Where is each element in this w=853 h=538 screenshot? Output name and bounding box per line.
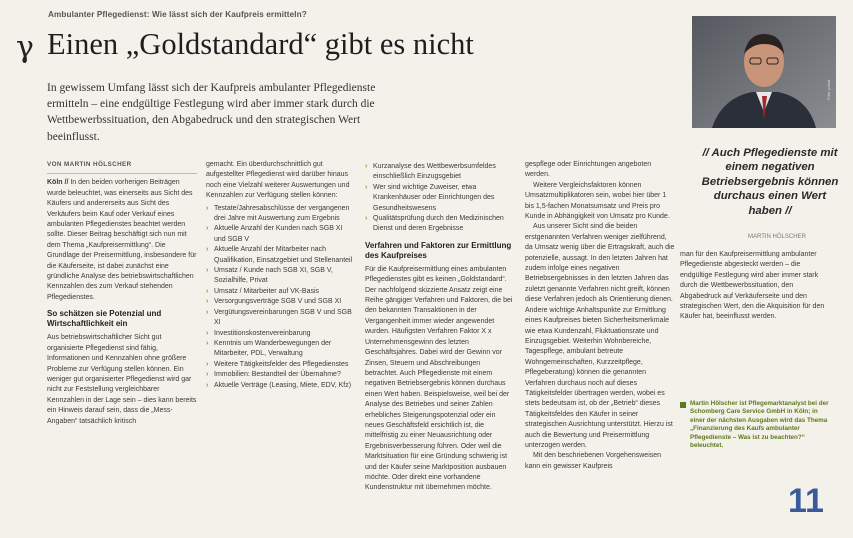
article-kicker: Ambulanter Pflegedienst: Wie lässt sich der Kaufpreis ermitteln?	[48, 10, 307, 19]
column-1-paragraph-2: Aus betriebswirtschaftlicher Sicht gut organisierte Pflegedienst sind fähig, Informationen und Kennzahlen ohne größere Probleme zur Verfügung stellen können. Ein weniger gut organisierter Pflegedienst wird gar nicht zur Feststellung vergleichbarer Kennzahlen in der Lage sein – dies kann bereits ein Hinweis darauf sein, dass die „Mess-Angaben“ tatsächlich kritisch	[47, 334, 197, 425]
list-item: › Immobilien: Bestandteil der Übernahme?	[206, 370, 354, 380]
column-2	[206, 160, 354, 393]
author-byline: VON MARTIN HÖLSCHER	[47, 161, 132, 168]
section-logo: γ	[16, 30, 34, 65]
list-item: › Aktuelle Anzahl der Kunden nach SGB XI und SGB V	[206, 224, 354, 245]
quote-source: MARTIN HÖLSCHER	[748, 234, 806, 240]
list-item: › Wer sind wichtige Zuweiser, etwa Krankenhäuser oder Einrichtungen des Gesundheitswesens	[365, 183, 515, 214]
column-2-paragraph: gemacht. Ein überdurchschnittlich gut aufgestellter Pflegedienst wird darüber hinaus noch eine Vielzahl weiterer Auswertungen und Kennzahlen zur Verfügung stellen können:	[206, 161, 350, 200]
list-item: › Versorgungsverträge SGB V und SGB XI	[206, 297, 354, 307]
list-item: › Aktuelle Verträge (Leasing, Miete, EDV, Kfz)	[206, 381, 354, 391]
list-item: › Aktuelle Anzahl der Mitarbeiter nach Qualifikation, Einsatzgebiet und Stellenanteil	[206, 245, 354, 266]
column-4-paragraph-2: Weitere Vergleichsfaktoren können Umsatzmultiplikatoren sein, wobei hier über 1 bis 1,5-fachen Monatsumsatz und Preis pro Kunde in Abhängigkeit von Umsatz pro Kunde.	[525, 181, 670, 221]
column-1	[47, 160, 197, 427]
article-headline: Einen „Goldstandard“ gibt es nicht	[47, 27, 474, 61]
lead-city: Köln //	[47, 179, 69, 187]
list-item: › Qualitätsprüfung durch den Medizinischen Dienst und deren Ergebnisse	[365, 214, 515, 235]
author-info: Martin Hölscher ist Pflegemarktanalyst bei der Schomberg Care Service GmbH in Köln; in einer der nächsten Ausgaben wird das Thema „Finanzierung des Kaufs ambulanter Pflegedienste – Was ist zu beachten?“ beleuchtet.	[690, 400, 829, 450]
column-4-paragraph-1: gespflege oder Einrichtungen angeboten werden.	[525, 161, 652, 179]
closing-paragraph: man für den Kaufpreisermittlung ambulanter Pflegedienste abgesteckt werden – die endgültige Festlegung wird aber immer stark durch die Wettbewerbssituation, den Abgabedruck auf Verkäuferseite und den strategischen Wert, den die Akquisition für den Käufer hat, beeinflusst werden.	[680, 251, 825, 321]
column-4-paragraph-4: Mit den beschriebenen Vorgehensweisen kann ein gewisser Kaufpreis	[525, 452, 662, 470]
lead-paragraph	[47, 178, 197, 303]
list-item: › Umsatz / Mitarbeiter auf VK-Basis	[206, 287, 354, 297]
zuweiser-list	[365, 162, 515, 235]
kennzahlen-list	[206, 204, 354, 391]
info-square-icon	[680, 402, 686, 408]
subhead-verfahren: Verfahren und Faktoren zur Ermittlung des Kaufpreises	[365, 240, 512, 260]
portrait-image	[692, 16, 836, 128]
subhead-potential: So schätzen sie Potenzial und Wirtschaftlichkeit ein	[47, 309, 162, 329]
column-4	[525, 160, 675, 472]
list-item: › Weitere Tätigkeitsfelder des Pflegedienstes	[206, 360, 354, 370]
byline-divider	[47, 173, 197, 174]
column-5	[680, 250, 832, 323]
article-intro: In gewissem Umfang lässt sich der Kaufpreis ambulanter Pflegedienste ermitteln – eine endgültige Festlegung wird aber immer stark durch die Wettbewerbssituation, den Abgabedruck und den strategischen Wert beeinflusst.	[47, 82, 376, 143]
list-item: › Vergütungsvereinbarungen SGB V und SGB XI	[206, 308, 354, 329]
column-3	[365, 160, 515, 494]
list-item: › Kenntnis um Wanderbewegungen der Mitarbeiter, PDL, Verwaltung	[206, 339, 354, 360]
pull-quote: // Auch Pflegedienste mit einem negativen Betriebsergebnis können durchaus einen Wert haben //	[701, 147, 839, 217]
page-number: 11	[788, 482, 824, 520]
column-3-paragraph: Für die Kaufpreisermittlung eines ambulanten Pflegedienstes gibt es keinen „Goldstandard“. Der nachfolgend skizzierte Ansatz zeigt eine Reihe gängiger Verfahren und Faktoren, die bei den bekannten Transaktionen in der Vergangenheit immer wieder angewendet wurden. Häufigsten Verfahren Faktor X x Unternehmensgewinn des letzten Geschäftsjahres. Dabei wird der Gewinn vor Zinsen, Steuern und Abschreibungen betrachtet. Auch Pflegedienste mit einem negativen Betriebsergebnis können durchaus einen Wert haben. Beispielsweise, weil bei der Analyse des Betriebes und seiner Zahlen erhebliches Steigerungspotenzial oder ein neues Geschäftsfeld ersichtlich ist, die mittelfristig zu einer Neuausrichtung oder Ergebnisverbesserung führen. Oder weil die Marktsituation für eine Gründung schwierig ist und der Käufer seine Marktposition ausbauen möchte. Oder direkt eine vorhandene Kundenstruktur mit übernehmen möchte.	[365, 265, 513, 492]
list-item: › Investitionskostenvereinbarung	[206, 329, 354, 339]
photo-credit: Foto: privat	[826, 79, 831, 100]
list-item: › Kurzanalyse des Wettbewerbsumfeldes einschließlich Einzugsgebiet	[365, 162, 515, 183]
author-photo	[692, 16, 836, 128]
lead-text: In den beiden vorherigen Beiträgen wurde beleuchtet, was einerseits aus Sicht des Käufers und andererseits aus Sicht des Verkäufers beim Kauf oder Verkauf eines ambulanten Pflegedienstes beachtet werden sollte. Dieser Beitrag beschäftigt sich nun mit dem Thema „Kaufpreisermittlung“. Die Grundlage der Preisermittlung, insbesondere für die Käuferseite, ist dabei zunächst eine gründliche Analyse des betriebswirtschaftlichen Kennzahlen des zum Verkauf stehenden Pflegedienstes.	[47, 179, 197, 301]
list-item: › Testate/Jahresabschlüsse der vergangenen drei Jahre mit Auswertung zum Ergebnis	[206, 204, 354, 225]
list-item: › Umsatz / Kunde nach SGB XI, SGB V, Sozialhilfe, Privat	[206, 266, 354, 287]
column-4-paragraph-3: Aus unserer Sicht sind die beiden erstgenannten Verfahren weniger zielführend, da Umsatz wenig über die Ertragskraft, auch die potenzielle, aussagt. In den letzten Jahren hat zudem infolge eines negativen Betriebsergebnisses in den letzten Jahren das zuletzt genannte Verfahren nicht greift, können diese Verfahren jedoch als Orientierung dienen. Andere wichtige Anhaltspunkte zur Ermittlung eines Kaufpreises bieten Sicherheitsmerkmale wie etwa Kundenzahl, Fluktuationsrate und Einzugsgebiet. Weiterhin Wohnbereiche, Tagespflege, ambulant betreute Wohngemeinschaften, Kurzzeitpflege, Pflegeberatung) können die genannten Verfahren durchaus noch auf dieses Tätigkeitsfelder übertragen werden, wobei es stets bedeutsam ist, ob der „Betrieb“ dieses Tätigkeitsfeldes den Käufer in seiner strategischen Ausrichtung unterstützt. Hierzu ist auch die Bewertung und Preisermittlung unterzogen werden.	[525, 223, 675, 449]
